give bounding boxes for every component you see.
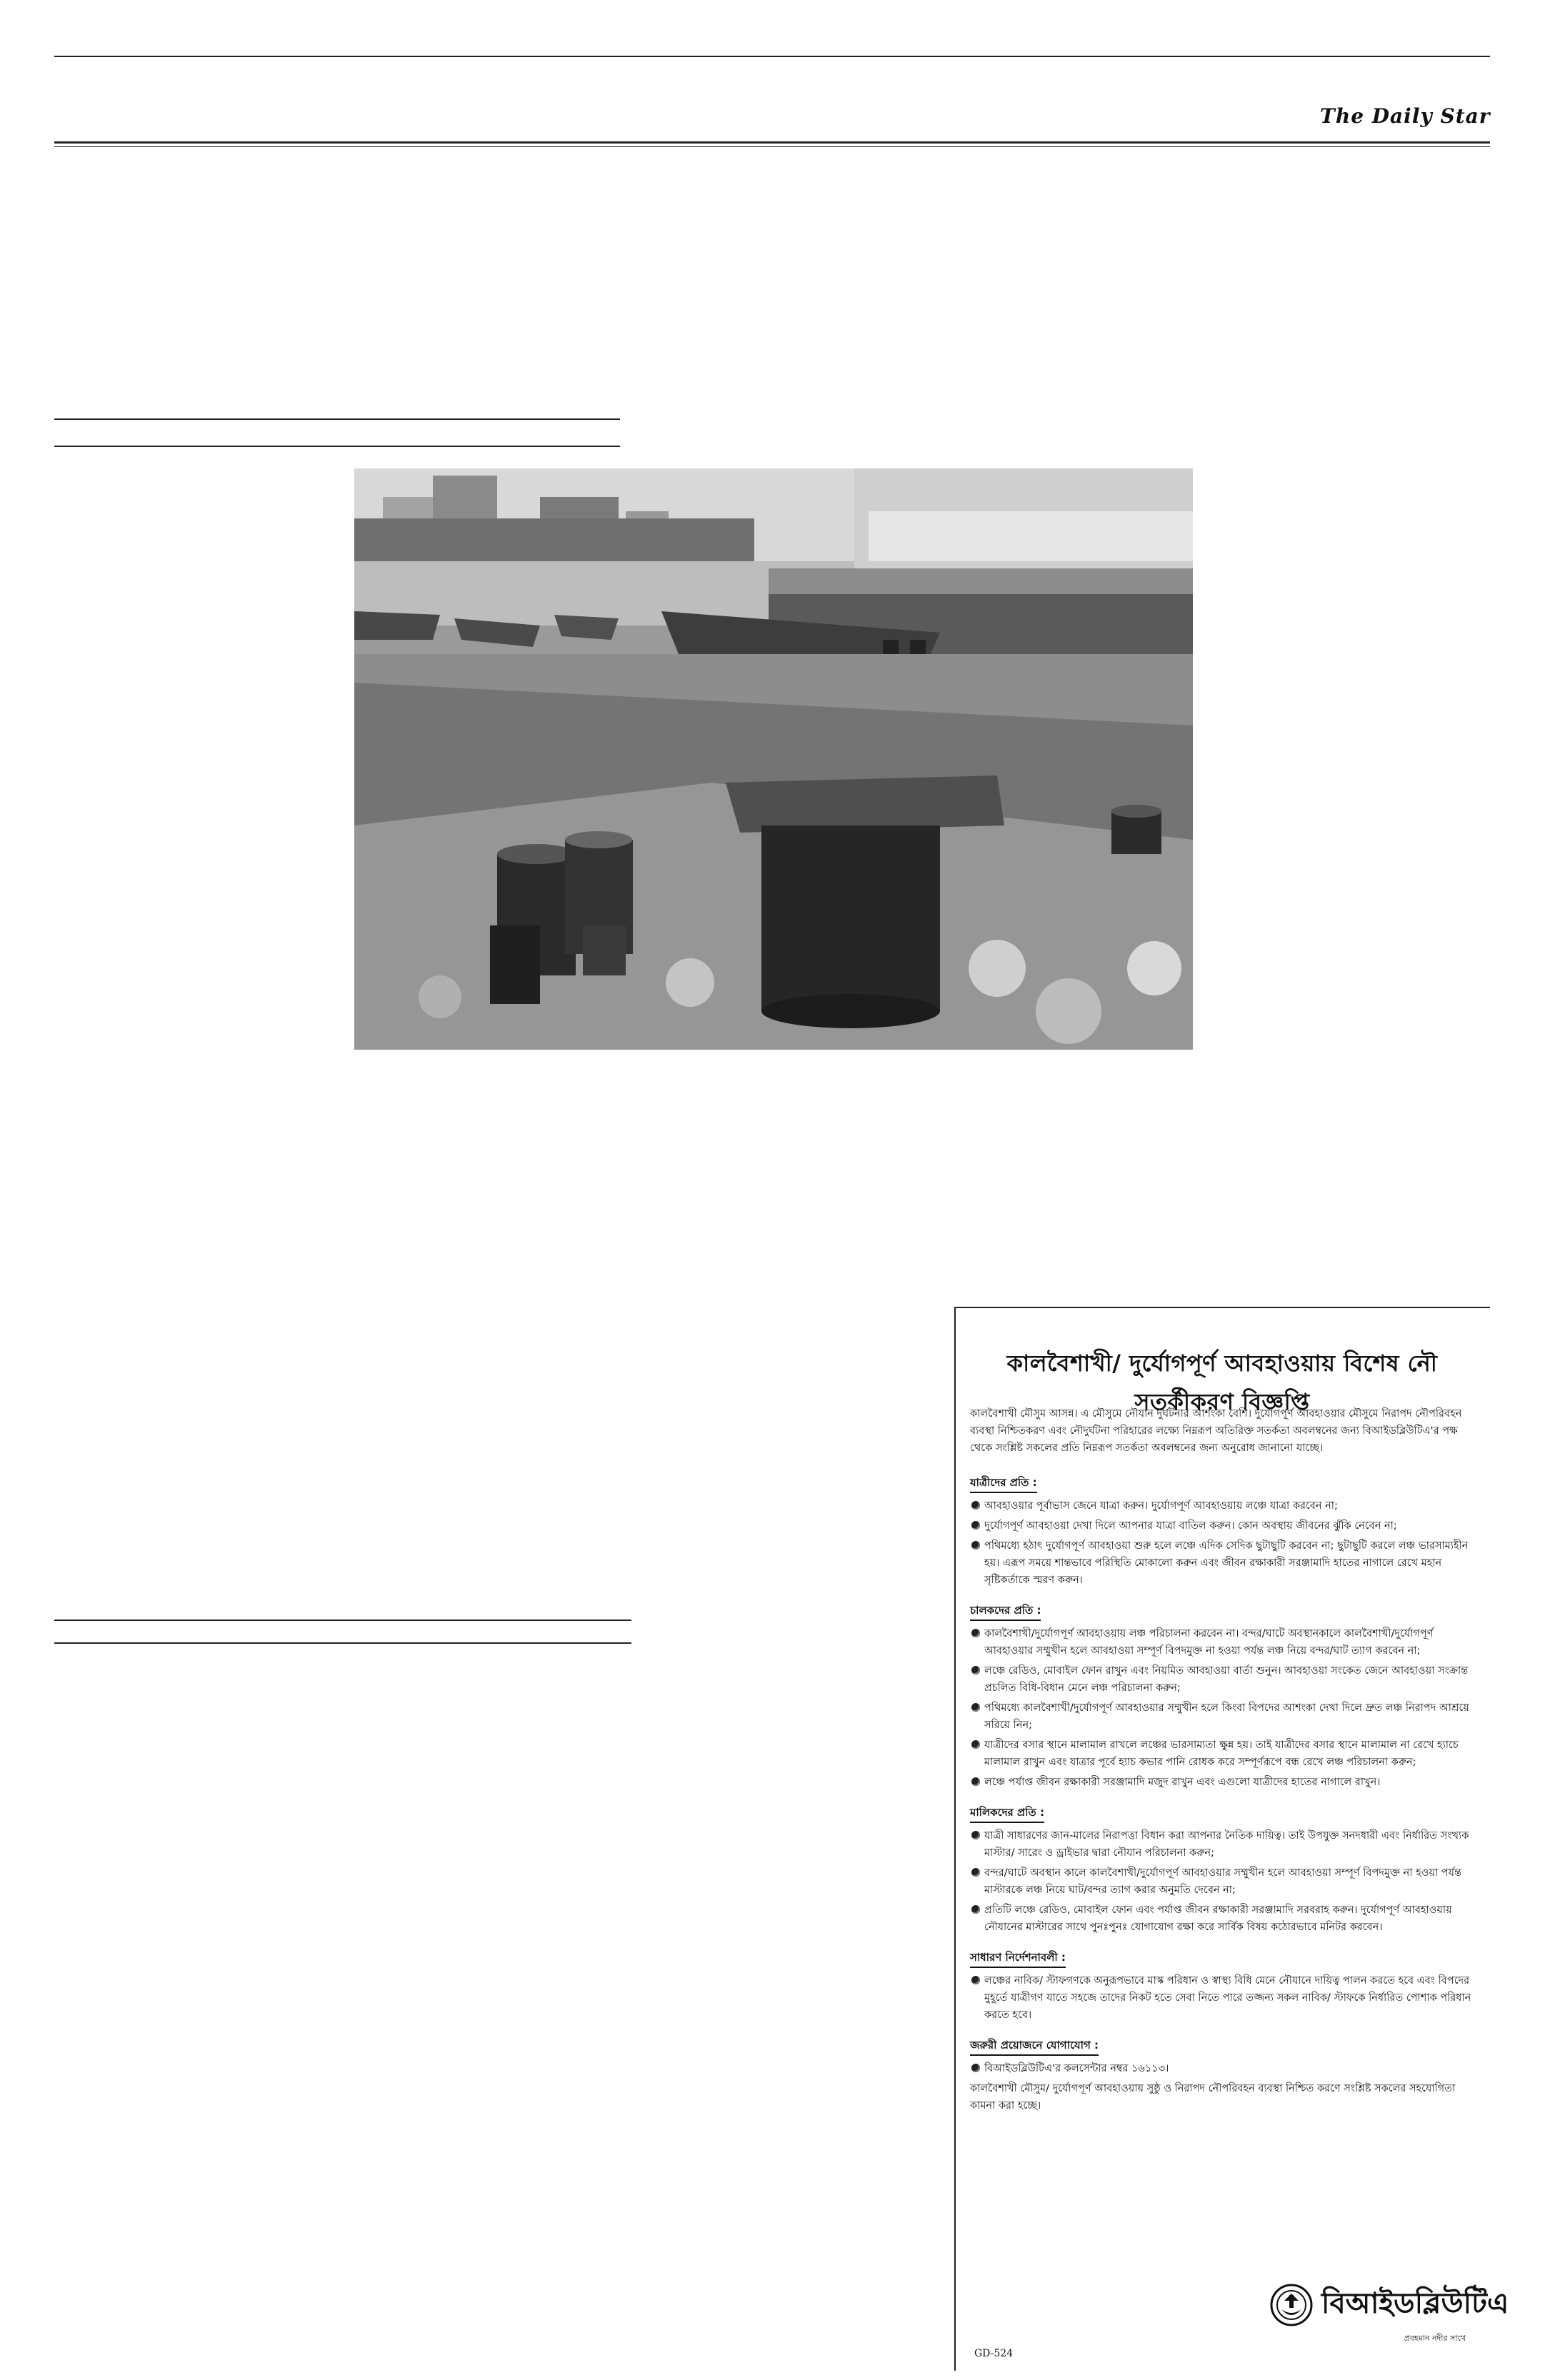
masthead: The Daily Star (1320, 104, 1491, 128)
list-item: পথিমধ্যে কালবৈশাখী/দুর্যোগপূর্ণ আবহাওয়ার সম্মুখীন হলে কিংবা বিপদের আশংকা দেখা দিলে দ্রুত লঞ্চ নিরাপদ আশ্রয়ে সরিয়ে নিন; (970, 1699, 1479, 1734)
bullet-icon (971, 1868, 980, 1877)
section-heading: মালিকদের প্রতি : (970, 1804, 1044, 1823)
bullet-icon (971, 1831, 980, 1839)
list-item: লঞ্চে রেডিও, মোবাইল ফোন রাখুন এবং নিয়মিত আবহাওয়া বার্তা শুনুন। আবহাওয়া সংকেত জেনে আবহাওয়া সংক্রান্ত প্রচলিত বিধি-বিধান মেনে লঞ্চ পরিচালনা করুন; (970, 1662, 1479, 1697)
bullet-icon (971, 1976, 980, 1984)
section-heading: সাধারণ নির্দেশনাবলী : (970, 1949, 1066, 1968)
warning-advertisement (954, 1307, 1509, 2371)
ad-closing: কালবৈশাখী মৌসুম/ দুর্যোগপূর্ণ আবহাওয়ায় সুষ্ঠু ও নিরাপদ নৌপরিবহন ব্যবস্থা নিশ্চিত করণে সংশ্লিষ্ট সকলের সহযোগিতা কামনা করা হচ্ছে। (970, 2083, 1456, 2112)
list-item: বন্দর/ঘাটে অবস্থান কালে কালবৈশাখী/দুর্যোগপূর্ণ আবহাওয়ার সম্মুখীন হলে আবহাওয়া সম্পূর্ণ বিপদমুক্ত না হওয়া পর্যন্ত মাস্টারকে লঞ্চ নিয়ে ঘাট/বন্দর ত্যাগ করার অনুমতি দেবেন না; (970, 1864, 1479, 1899)
list-item: কালবৈশাখী/দুর্যোগপূর্ণ আবহাওয়ায় লঞ্চ পরিচালনা করবেন না। বন্দর/ঘাটে অবস্থানকালে কালবৈশাখী/দুর্যোগপূর্ণ আবহাওয়ার সম্মুখীন হলে আবহাওয়া সম্পূর্ণ বিপদমুক্ত না হওয়া পর্যন্ত লঞ্চ নিয়ে বন্দর/ঘাট ত্যাগ করবেন না; (970, 1625, 1479, 1660)
section-heading: যাত্রীদের প্রতি : (970, 1474, 1037, 1493)
section-passengers (970, 1464, 1479, 1589)
column-rule-4 (54, 1642, 631, 1644)
top-rule (54, 56, 1490, 57)
bullet-icon (971, 1740, 980, 1749)
list-item: প্রতিটি লঞ্চে রেডিও, মোবাইল ফোন এবং পর্যাপ্ত জীবন রক্ষাকারী সরঞ্জামাদি সরবরাহ করুন। দুর্যোগপূর্ণ আবহাওয়ায় নৌযানের মাস্টারের সাথে পুনঃপুনঃ যোগাযোগ রক্ষা করে সার্বিক বিষয় কঠোরভাবে মনিটর করবেন। (970, 1902, 1479, 1936)
column-rule-3 (54, 1620, 631, 1621)
column-rule-1 (54, 418, 620, 420)
list-item: বিআইডব্লিউটিএ'র কলসেন্টার নম্বর ১৬১১৩। (970, 2060, 1479, 2077)
section-heading: চালকদের প্রতি : (970, 1602, 1041, 1621)
bullet-icon (971, 1541, 980, 1550)
list-item: যাত্রী সাধারণের জান-মালের নিরাপত্তা বিধান করা আপনার নৈতিক দায়িত্ব। তাই উপযুক্ত সনদধারী এবং নির্ধারিত সংখ্যক মাস্টার/ সারেং ও ড্রাইভার দ্বারা নৌযান পরিচালনা করুন; (970, 1827, 1479, 1862)
ad-intro: কালবৈশাখী মৌসুম আসন্ন। এ মৌসুমে নৌযান দুর্ঘটনার আশংকা বেশি। দুর্যোগপূর্ণ আবহাওয়ার মৌসুমে নিরাপদ নৌপরিবহন ব্যবস্থা নিশ্চিতকরণ এবং নৌদুর্ঘটনা পরিহারের লক্ষ্যে নিম্নরূপ অতিরিক্ত সতর্কতা অবলম্বনের জন্য বিআইডব্লিউটিএ'র পক্ষ থেকে সংশ্লিষ্ট সকলের প্রতি নিম্নরূপ সতর্কতা অবলম্বনের জন্য অনুরোধ জানানো যাচ্ছে। (970, 1408, 1462, 1454)
list-item: দুর্যোগপূর্ণ আবহাওয়া দেখা দিলে আপনার যাত্রা বাতিল করুন। কোন অবস্থায় জীবনের ঝুঁকি নেবেন না; (970, 1517, 1479, 1535)
section-heading: জরুরী প্রয়োজনে যোগাযোগ : (970, 2037, 1099, 2056)
list-item: যাত্রীদের বসার স্থানে মালামাল রাখলে লঞ্চের ভারসাম্যতা ক্ষুন্ন হয়। তাই যাত্রীদের বসার স্থানে মালামাল না রেখে হ্যাচে মালামাল রাখুন এবং যাত্রার পূর্বে হ্যাচ কভার পানি রোধক করে সম্পূর্ণরূপে বন্ধ রেখে লঞ্চ পরিচালনা করুন; (970, 1737, 1479, 1771)
bullet-icon (971, 1629, 980, 1637)
list-item: লঞ্চে পর্যাপ্ত জীবন রক্ষাকারী সরঞ্জামাদি মজুদ রাখুন এবং এগুলো যাত্রীদের হাতের নাগালে রাখুন। (970, 1774, 1479, 1791)
section-owners (970, 1794, 1479, 1936)
list-item: লঞ্চের নাবিক/ স্টাফগণকে অনুরূপভাবে মাস্ক পরিধান ও স্বাস্থ্য বিধি মেনে নৌযানে দায়িত্ব পালন করতে হবে এবং বিপদের মুহূর্তে যাত্রীগণ যাতে সহজে তাদের নিকট হতে সেবা নিতে পারে তজ্জন্য সকল নাবিক/ স্টাফকে নির্ধারিত পোশাক পরিধান করতে হবে। (970, 1972, 1479, 2024)
header-rule-1 (54, 141, 1490, 144)
ad-title: কালবৈশাখী/ দুর্যোগপূর্ণ আবহাওয়ায় বিশেষ নৌ সতর্কীকরণ বিজ্ঞপ্তি (1006, 1350, 1438, 1415)
bullet-icon (971, 1777, 980, 1786)
biwta-logo (1270, 2281, 1509, 2329)
ad-body (970, 1405, 1479, 2122)
bullet-icon (971, 1905, 980, 1914)
logo-text: বিআইডব্লিউটিএ (1321, 2287, 1509, 2320)
bangladesh-emblem-icon (1270, 2284, 1313, 2326)
section-general (970, 1939, 1479, 2024)
riverbank-photo-illustration (354, 468, 1193, 1050)
section-drivers (970, 1592, 1479, 1791)
header-rule-2 (54, 146, 1490, 147)
column-rule-2 (54, 446, 620, 447)
bullet-icon (971, 2064, 980, 2072)
ad-code: GD-524 (974, 2348, 1014, 2359)
bullet-icon (971, 1521, 980, 1530)
bullet-icon (971, 1666, 980, 1674)
list-item: পথিমধ্যে হঠাৎ দুর্যোগপূর্ণ আবহাওয়া শুরু হলে লঞ্চে এদিক সেদিক ছুটাছুটি করবেন না; ছুটাছুটি করলে লঞ্চ ভারসাম্যহীন হয়। এরূপ সময়ে শান্তভাবে পরিস্থিতি মোকালো করুন এবং জীবন রক্ষাকারী সরঞ্জামাদি হাতের নাগালে রেখে মহান সৃষ্টিকর্তাকে স্মরণ করুন। (970, 1537, 1479, 1589)
bullet-icon (971, 1501, 980, 1510)
section-emergency (970, 2027, 1479, 2077)
list-item: আবহাওয়ার পূর্বাভাস জেনে যাত্রা করুন। দুর্যোগপূর্ণ আবহাওয়ায় লঞ্চে যাত্রা করবেন না; (970, 1497, 1479, 1515)
bullet-icon (971, 1703, 980, 1712)
riverbank-photo (354, 468, 1193, 1050)
ad-tagline: প্রবহমান নদীর সাথে (1404, 2334, 1466, 2343)
